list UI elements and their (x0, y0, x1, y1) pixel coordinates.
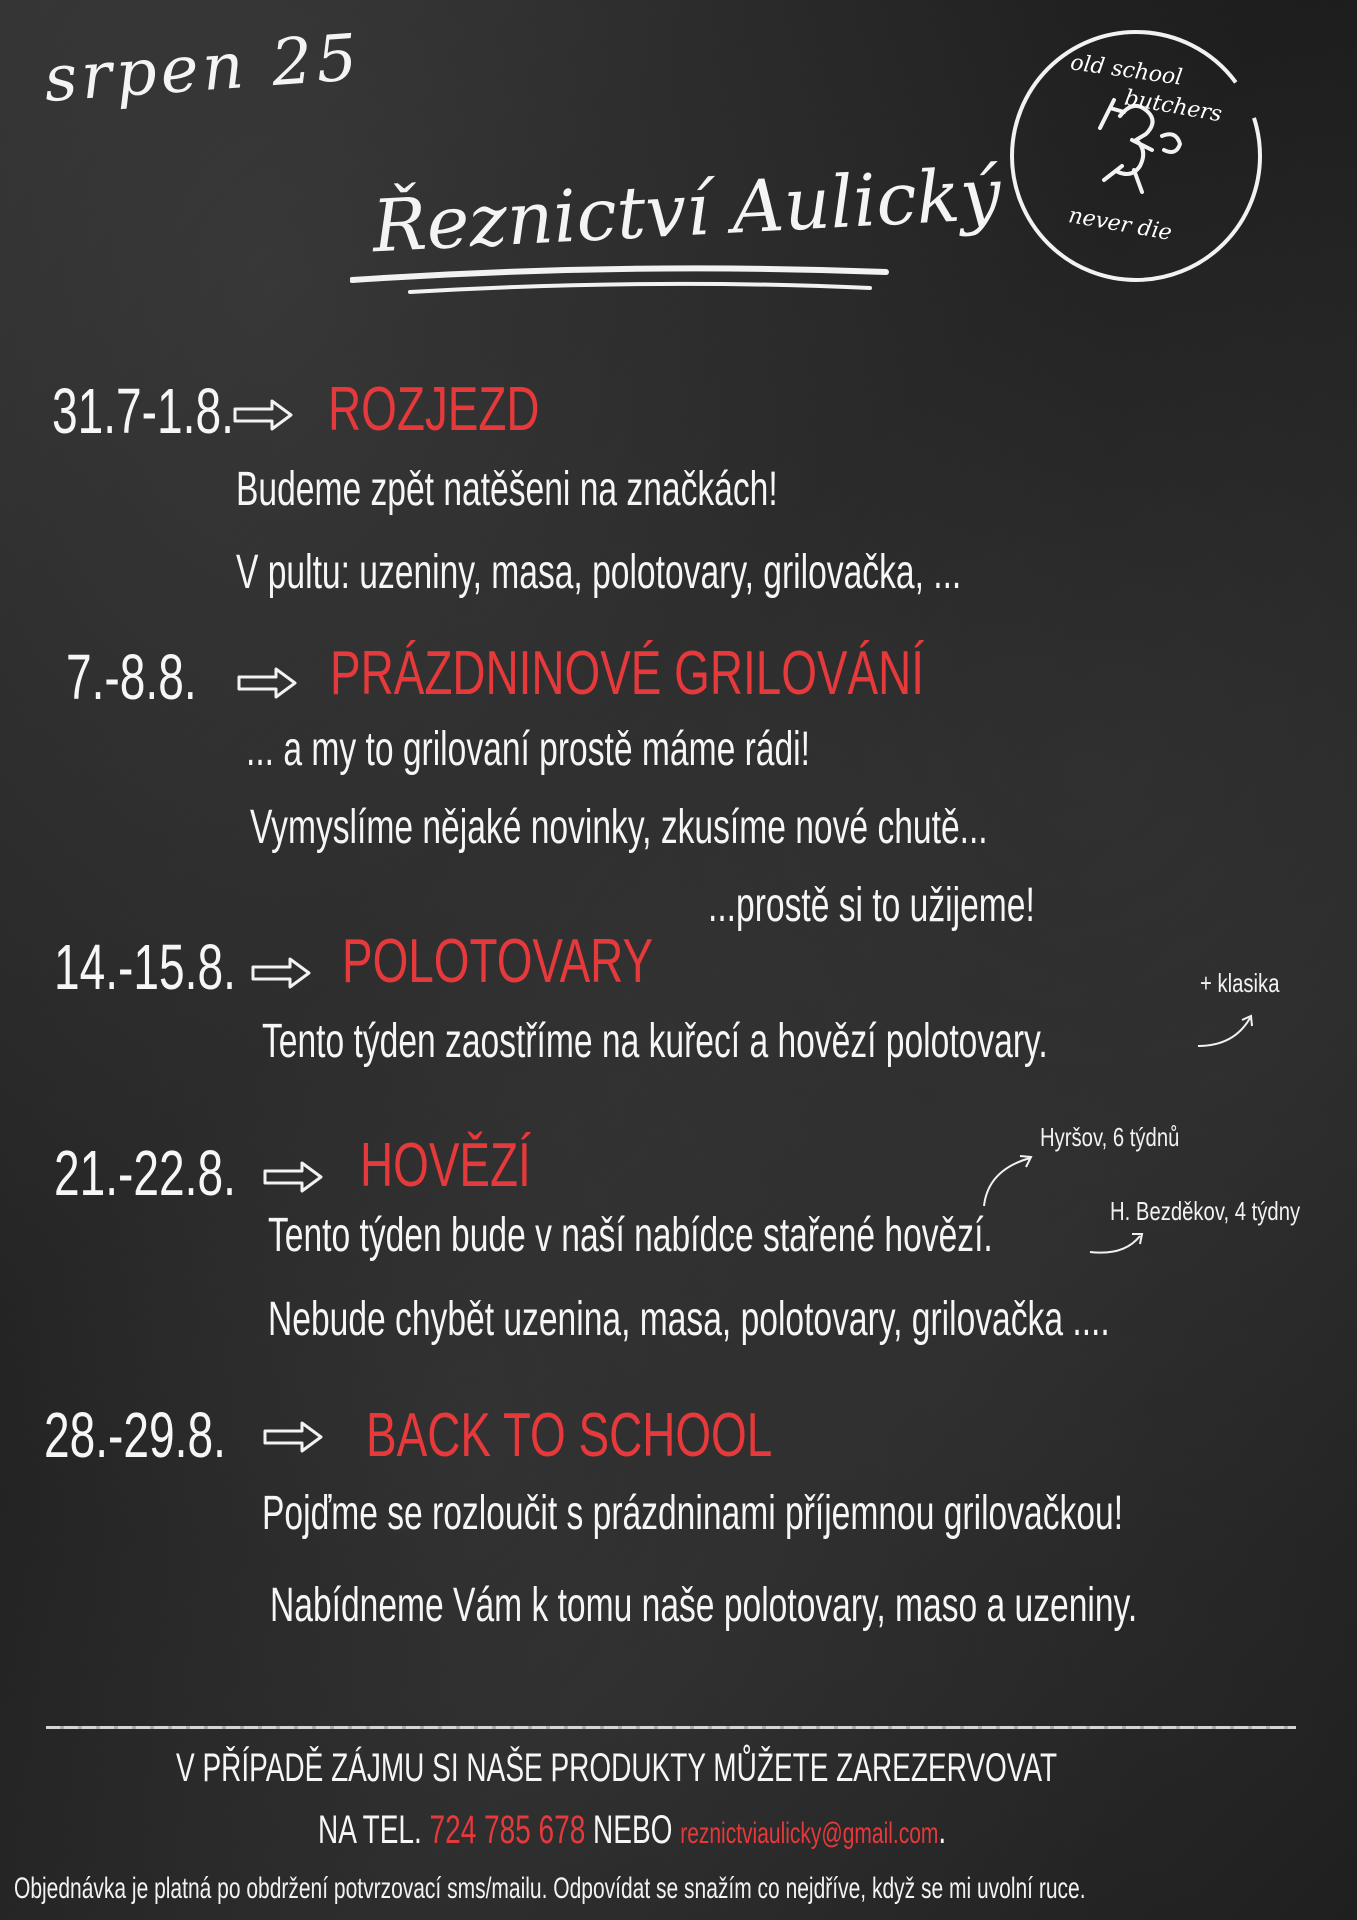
event-date: 7.-8.8. (66, 641, 197, 713)
event-note: + klasika (1200, 968, 1280, 998)
event-line: ...prostě si to užijeme! (708, 879, 1035, 932)
event-line: ... a my to grilovaní prostě máme rádi! (246, 723, 810, 776)
logo-ring-icon (1000, 16, 1272, 296)
event-title: BACK TO SCHOOL (366, 1401, 773, 1470)
event-date: 28.-29.8. (44, 1399, 226, 1471)
event-line: Nabídneme Vám k tomu naše polotovary, maso a uzeniny. (270, 1579, 1138, 1632)
event-note: Hyršov, 6 týdnů (1040, 1122, 1180, 1152)
event-date: 21.-22.8. (54, 1137, 236, 1209)
shop-title: Řeznictví Aulický (370, 151, 1003, 269)
event-line: Vymyslíme nějaké novinky, zkusíme nové chutě... (250, 801, 988, 854)
note-arrow-icon (980, 1150, 1040, 1210)
arrow-right-icon (236, 666, 298, 700)
footer-tel-prefix: NA TEL. (318, 1808, 422, 1852)
note-arrow-icon (1088, 1220, 1148, 1260)
footer-contact-line (318, 1808, 946, 1853)
event-date: 14.-15.8. (54, 931, 236, 1003)
arrow-right-icon (262, 1420, 324, 1454)
footer-or-text: NEBO (593, 1808, 673, 1852)
arrow-right-icon (250, 956, 312, 990)
month-label: srpen 25 (41, 21, 364, 117)
event-title: ROZJEZD (328, 375, 540, 444)
event-line: Nebude chybět uzenina, masa, polotovary, grilovačka .... (268, 1293, 1110, 1346)
event-line: Tento týden bude v naší nabídce stařené hovězí. (268, 1209, 993, 1262)
event-title: HOVĚZÍ (360, 1131, 531, 1200)
butcher-logo (1000, 16, 1272, 296)
event-line: Tento týden zaostříme na kuřecí a hovězí polotovary. (262, 1015, 1048, 1068)
event-title: POLOTOVARY (342, 927, 654, 996)
note-arrow-icon (1194, 1010, 1258, 1050)
footer-email-link[interactable]: reznictviaulicky@gmail.com (680, 1817, 939, 1850)
event-title: PRÁZDNINOVÉ GRILOVÁNÍ (330, 639, 925, 708)
footer-order-note: Objednávka je platná po obdržení potvrzovací sms/mailu. Odpovídat se snažím co nejdříve, když se mi uvolní ruce. (14, 1872, 1086, 1905)
event-line: Budeme zpět natěšeni na značkách! (236, 463, 778, 516)
logo-middle-text: butchers (1122, 85, 1224, 128)
arrow-right-icon (262, 1160, 324, 1194)
logo-top-text: old school (1068, 50, 1184, 91)
event-line: Pojďme se rozloučit s prázdninami příjemnou grilovačkou! (262, 1487, 1124, 1540)
event-line: V pultu: uzeniny, masa, polotovary, grilovačka, ... (236, 546, 962, 599)
event-note: H. Bezděkov, 4 týdny (1110, 1196, 1301, 1226)
footer-divider (46, 1726, 1296, 1729)
logo-bottom-text: never die (1066, 203, 1174, 246)
title-underline (350, 258, 890, 298)
arrow-right-icon (232, 398, 294, 432)
event-date: 31.7-1.8. (52, 375, 234, 447)
footer-reservation-text: V PŘÍPADĚ ZÁJMU SI NAŠE PRODUKTY MŮŽETE ZAREZERVOVAT (176, 1746, 1058, 1790)
footer-phone-link[interactable]: 724 785 678 (429, 1808, 586, 1852)
footer-period: . (938, 1808, 947, 1852)
